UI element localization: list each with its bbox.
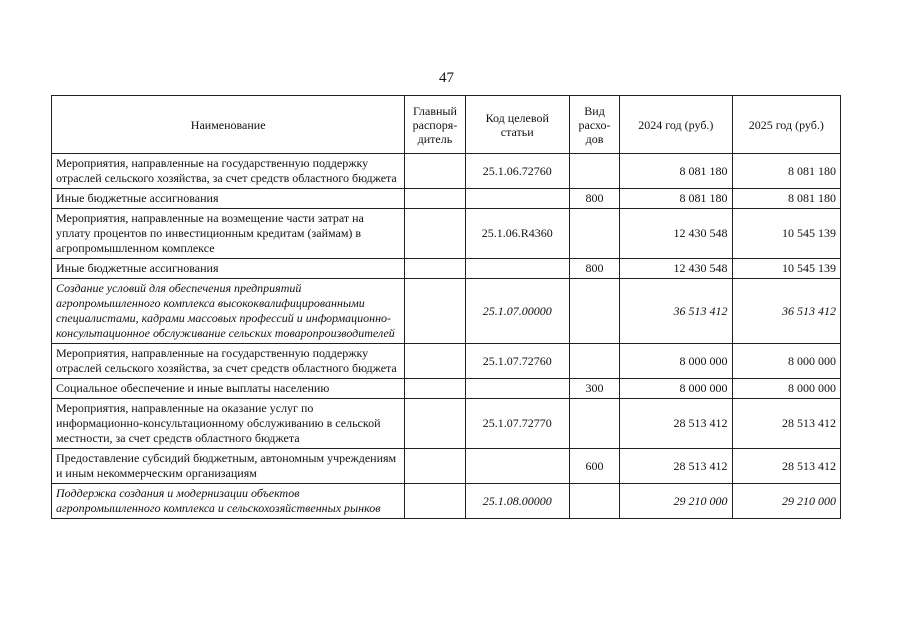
table-row	[52, 154, 841, 189]
row-type-cell	[569, 154, 619, 189]
row-type-cell	[569, 399, 619, 449]
row-code-cell: 25.1.06.72760	[465, 154, 569, 189]
table-row	[52, 189, 841, 209]
row-2024-cell: 29 210 000	[620, 484, 732, 519]
row-2024-cell: 28 513 412	[620, 399, 732, 449]
row-admin-cell	[405, 189, 465, 209]
row-name-cell: Социальное обеспечение и иные выплаты населению	[52, 379, 405, 399]
row-code-cell: 25.1.08.00000	[465, 484, 569, 519]
row-admin-cell	[405, 259, 465, 279]
row-name-cell: Создание условий для обеспечения предприятий агропромышленного комплекса высококвалифицированными специалистами, кадрами массовых профессий и информационно-консультационное обслуживание сельских товаропроизводителей	[52, 279, 405, 344]
row-2025-cell: 28 513 412	[732, 399, 840, 449]
row-2024-cell: 28 513 412	[620, 449, 732, 484]
row-code-cell	[465, 259, 569, 279]
row-name-cell: Предоставление субсидий бюджетным, автономным учреждениям и иным некоммерческим организациям	[52, 449, 405, 484]
table-row	[52, 209, 841, 259]
table-row	[52, 379, 841, 399]
row-type-cell	[569, 344, 619, 379]
row-admin-cell	[405, 154, 465, 189]
table-row	[52, 399, 841, 449]
header-type: Вид расхо-дов	[569, 96, 619, 154]
row-code-cell	[465, 189, 569, 209]
row-2025-cell: 8 081 180	[732, 154, 840, 189]
row-admin-cell	[405, 379, 465, 399]
row-2025-cell: 29 210 000	[732, 484, 840, 519]
row-type-cell: 800	[569, 259, 619, 279]
header-2024: 2024 год (руб.)	[620, 96, 732, 154]
row-admin-cell	[405, 209, 465, 259]
table-body	[52, 154, 841, 519]
row-code-cell	[465, 449, 569, 484]
row-2024-cell: 8 081 180	[620, 189, 732, 209]
row-2024-cell: 12 430 548	[620, 209, 732, 259]
row-name-cell: Иные бюджетные ассигнования	[52, 259, 405, 279]
row-type-cell	[569, 484, 619, 519]
row-admin-cell	[405, 449, 465, 484]
header-name: Наименование	[52, 96, 405, 154]
header-2025: 2025 год (руб.)	[732, 96, 840, 154]
row-2025-cell: 28 513 412	[732, 449, 840, 484]
row-name-cell: Мероприятия, направленные на государственную поддержку отраслей сельского хозяйства, за счет средств областного бюджета	[52, 154, 405, 189]
row-code-cell	[465, 379, 569, 399]
row-2025-cell: 8 081 180	[732, 189, 840, 209]
row-code-cell: 25.1.07.00000	[465, 279, 569, 344]
row-2025-cell: 10 545 139	[732, 209, 840, 259]
row-code-cell: 25.1.07.72770	[465, 399, 569, 449]
row-2025-cell: 10 545 139	[732, 259, 840, 279]
row-2024-cell: 8 000 000	[620, 379, 732, 399]
row-type-cell	[569, 209, 619, 259]
row-type-cell	[569, 279, 619, 344]
header-admin: Главный распоря-дитель	[405, 96, 465, 154]
row-admin-cell	[405, 484, 465, 519]
row-admin-cell	[405, 344, 465, 379]
budget-table	[51, 95, 841, 519]
table-row	[52, 259, 841, 279]
row-name-cell: Поддержка создания и модернизации объектов агропромышленного комплекса и сельскохозяйственных рынков	[52, 484, 405, 519]
row-name-cell: Иные бюджетные ассигнования	[52, 189, 405, 209]
row-2025-cell: 36 513 412	[732, 279, 840, 344]
row-type-cell: 800	[569, 189, 619, 209]
row-type-cell: 300	[569, 379, 619, 399]
header-code: Код целевой статьи	[465, 96, 569, 154]
row-admin-cell	[405, 279, 465, 344]
row-2024-cell: 8 000 000	[620, 344, 732, 379]
table-header-row	[52, 96, 841, 154]
row-2025-cell: 8 000 000	[732, 379, 840, 399]
row-name-cell: Мероприятия, направленные на возмещение части затрат на уплату процентов по инвестиционным кредитам (займам) в агропромышленном комплексе	[52, 209, 405, 259]
row-code-cell: 25.1.06.R4360	[465, 209, 569, 259]
table-row	[52, 344, 841, 379]
row-type-cell: 600	[569, 449, 619, 484]
table-row	[52, 484, 841, 519]
row-2024-cell: 36 513 412	[620, 279, 732, 344]
page-number: 47	[439, 70, 454, 86]
row-name-cell: Мероприятия, направленные на оказание услуг по информационно-консультационному обслуживанию в сельской местности, за счет средств областного бюджета	[52, 399, 405, 449]
row-2024-cell: 8 081 180	[620, 154, 732, 189]
row-name-cell: Мероприятия, направленные на государственную поддержку отраслей сельского хозяйства, за счет средств областного бюджета	[52, 344, 405, 379]
row-2025-cell: 8 000 000	[732, 344, 840, 379]
row-2024-cell: 12 430 548	[620, 259, 732, 279]
table-row	[52, 449, 841, 484]
row-code-cell: 25.1.07.72760	[465, 344, 569, 379]
table-row	[52, 279, 841, 344]
row-admin-cell	[405, 399, 465, 449]
